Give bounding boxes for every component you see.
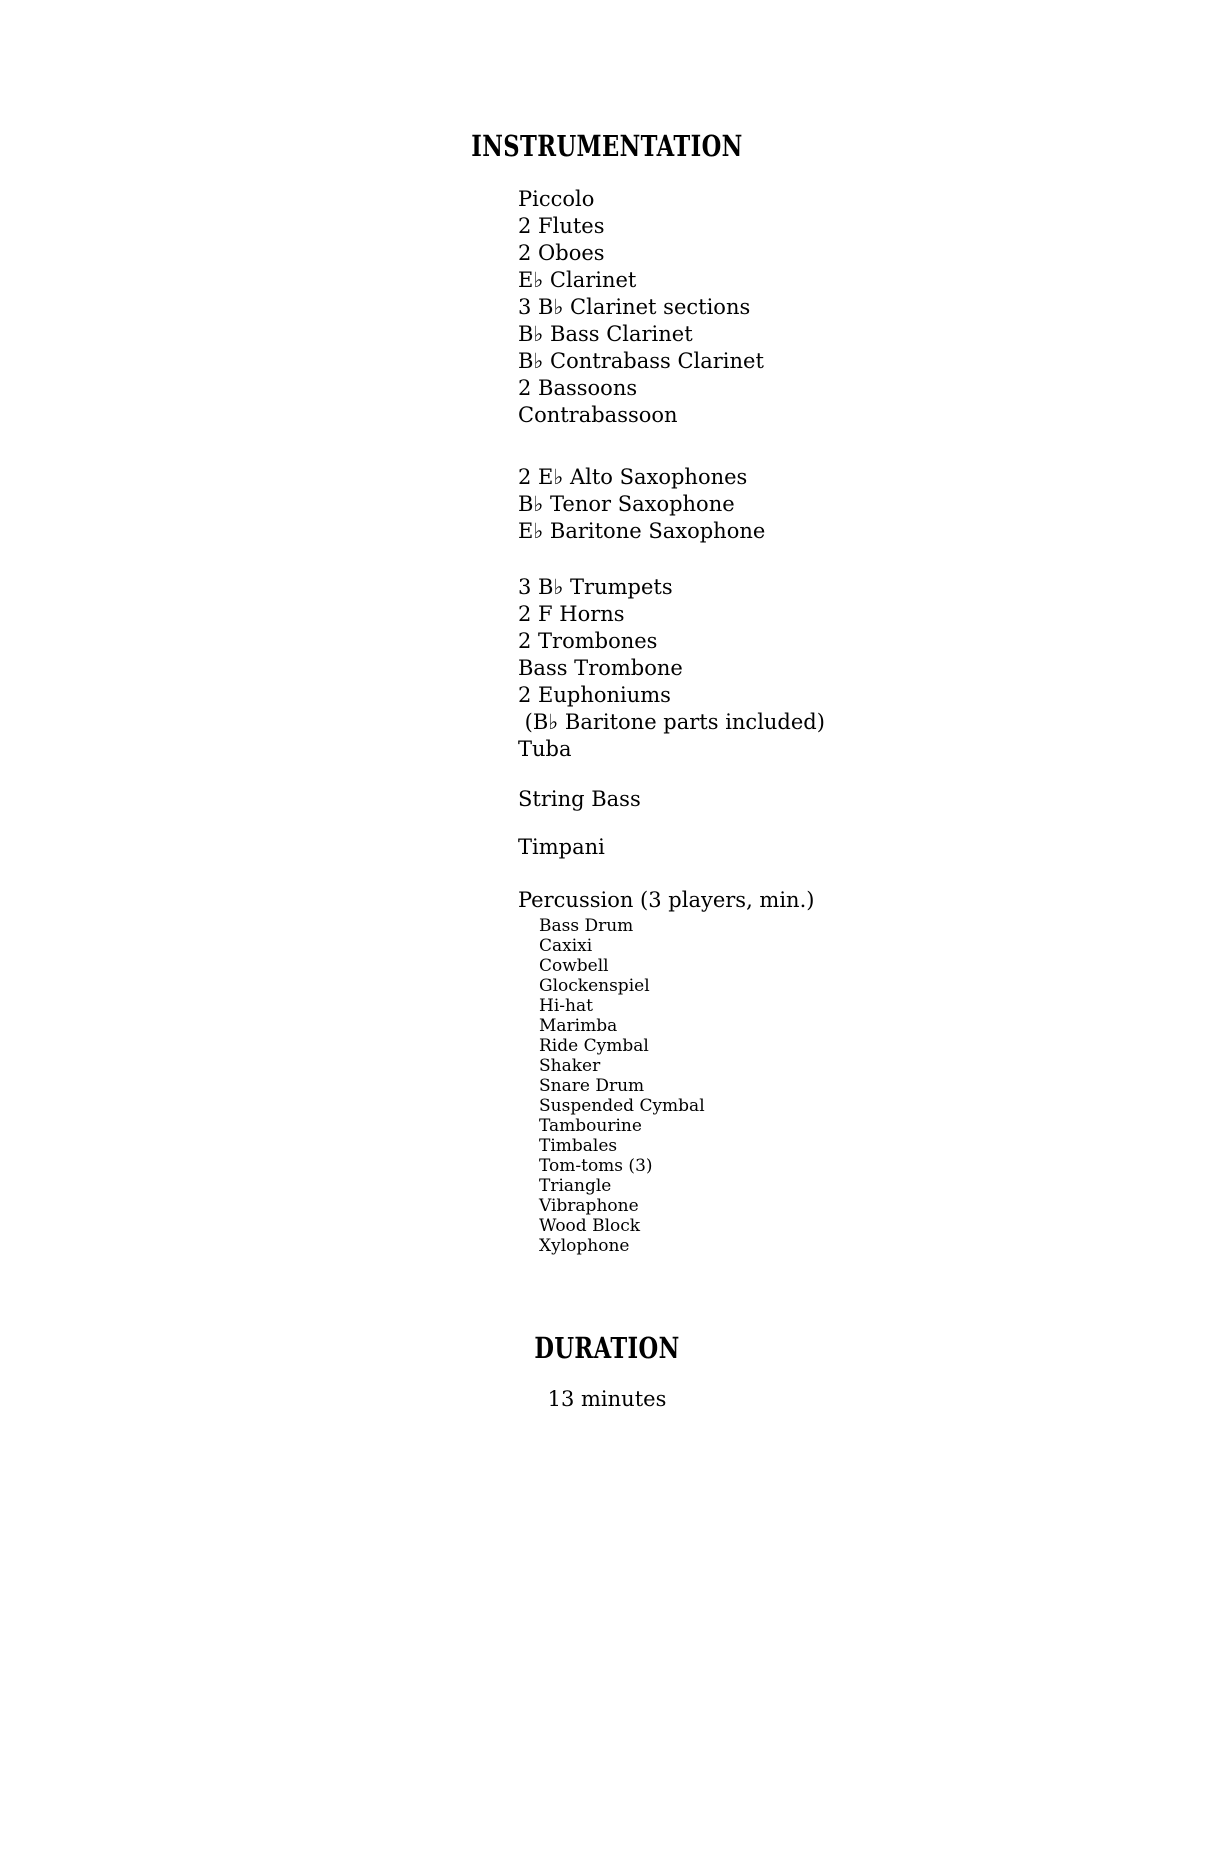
duration-value: 13 minutes bbox=[547, 1387, 667, 1411]
instrument-line: E♭ Baritone Saxophone bbox=[518, 519, 766, 543]
instrument-line: 2 Euphoniums bbox=[518, 683, 671, 707]
instrumentation-heading: INSTRUMENTATION bbox=[471, 129, 743, 163]
instrument-line: B♭ Bass Clarinet bbox=[518, 322, 693, 346]
percussion-item: Triangle bbox=[539, 1176, 612, 1196]
percussion-item: Timbales bbox=[539, 1136, 618, 1156]
percussion-item: Hi-hat bbox=[539, 996, 593, 1016]
instrument-group-brass bbox=[518, 574, 825, 763]
instrument-group-percussion bbox=[518, 887, 825, 1256]
percussion-item: Cowbell bbox=[539, 956, 609, 976]
instrument-line: 2 E♭ Alto Saxophones bbox=[518, 465, 748, 489]
instrument-line: B♭ Contrabass Clarinet bbox=[518, 349, 764, 373]
instrument-line: 3 B♭ Trumpets bbox=[518, 575, 673, 599]
percussion-item: Ride Cymbal bbox=[539, 1036, 649, 1056]
instrument-line: Tuba bbox=[518, 737, 572, 761]
percussion-item: Snare Drum bbox=[539, 1076, 645, 1096]
instrument-group-saxophones bbox=[518, 464, 825, 545]
instrument-list bbox=[518, 186, 825, 1256]
duration-heading: DURATION bbox=[534, 1331, 680, 1365]
instrument-group-timpani bbox=[518, 834, 825, 861]
instrument-line: B♭ Tenor Saxophone bbox=[518, 492, 735, 516]
percussion-item: Suspended Cymbal bbox=[539, 1096, 705, 1116]
instrument-line: (B♭ Baritone parts included) bbox=[518, 710, 825, 734]
percussion-item: Shaker bbox=[539, 1056, 601, 1076]
percussion-item: Xylophone bbox=[539, 1236, 630, 1256]
instrument-line: Contrabassoon bbox=[518, 403, 678, 427]
instrument-group-string-bass bbox=[518, 786, 825, 813]
instrument-line: Bass Trombone bbox=[518, 656, 683, 680]
instrument-line: 2 F Horns bbox=[518, 602, 625, 626]
instrument-line: 2 Bassoons bbox=[518, 376, 638, 400]
instrument-line: Timpani bbox=[518, 835, 605, 859]
percussion-item: Tom-toms (3) bbox=[539, 1156, 653, 1176]
instrument-line: E♭ Clarinet bbox=[518, 268, 637, 292]
instrument-line: String Bass bbox=[518, 787, 641, 811]
instrument-line: 2 Oboes bbox=[518, 241, 605, 265]
percussion-item: Wood Block bbox=[539, 1216, 641, 1236]
instrument-line: 2 Trombones bbox=[518, 629, 658, 653]
percussion-sublist bbox=[539, 916, 825, 1256]
percussion-item: Vibraphone bbox=[539, 1196, 639, 1216]
instrument-line: Percussion (3 players, min.) bbox=[518, 888, 815, 912]
percussion-item: Marimba bbox=[539, 1016, 618, 1036]
percussion-item: Bass Drum bbox=[539, 916, 634, 936]
percussion-item: Glockenspiel bbox=[539, 976, 650, 996]
instrument-line: 3 B♭ Clarinet sections bbox=[518, 295, 751, 319]
instrument-line: 2 Flutes bbox=[518, 214, 605, 238]
percussion-item: Tambourine bbox=[539, 1116, 642, 1136]
instrument-line: Piccolo bbox=[518, 187, 595, 211]
percussion-item: Caxixi bbox=[539, 936, 593, 956]
instrument-group-woodwinds bbox=[518, 186, 825, 429]
